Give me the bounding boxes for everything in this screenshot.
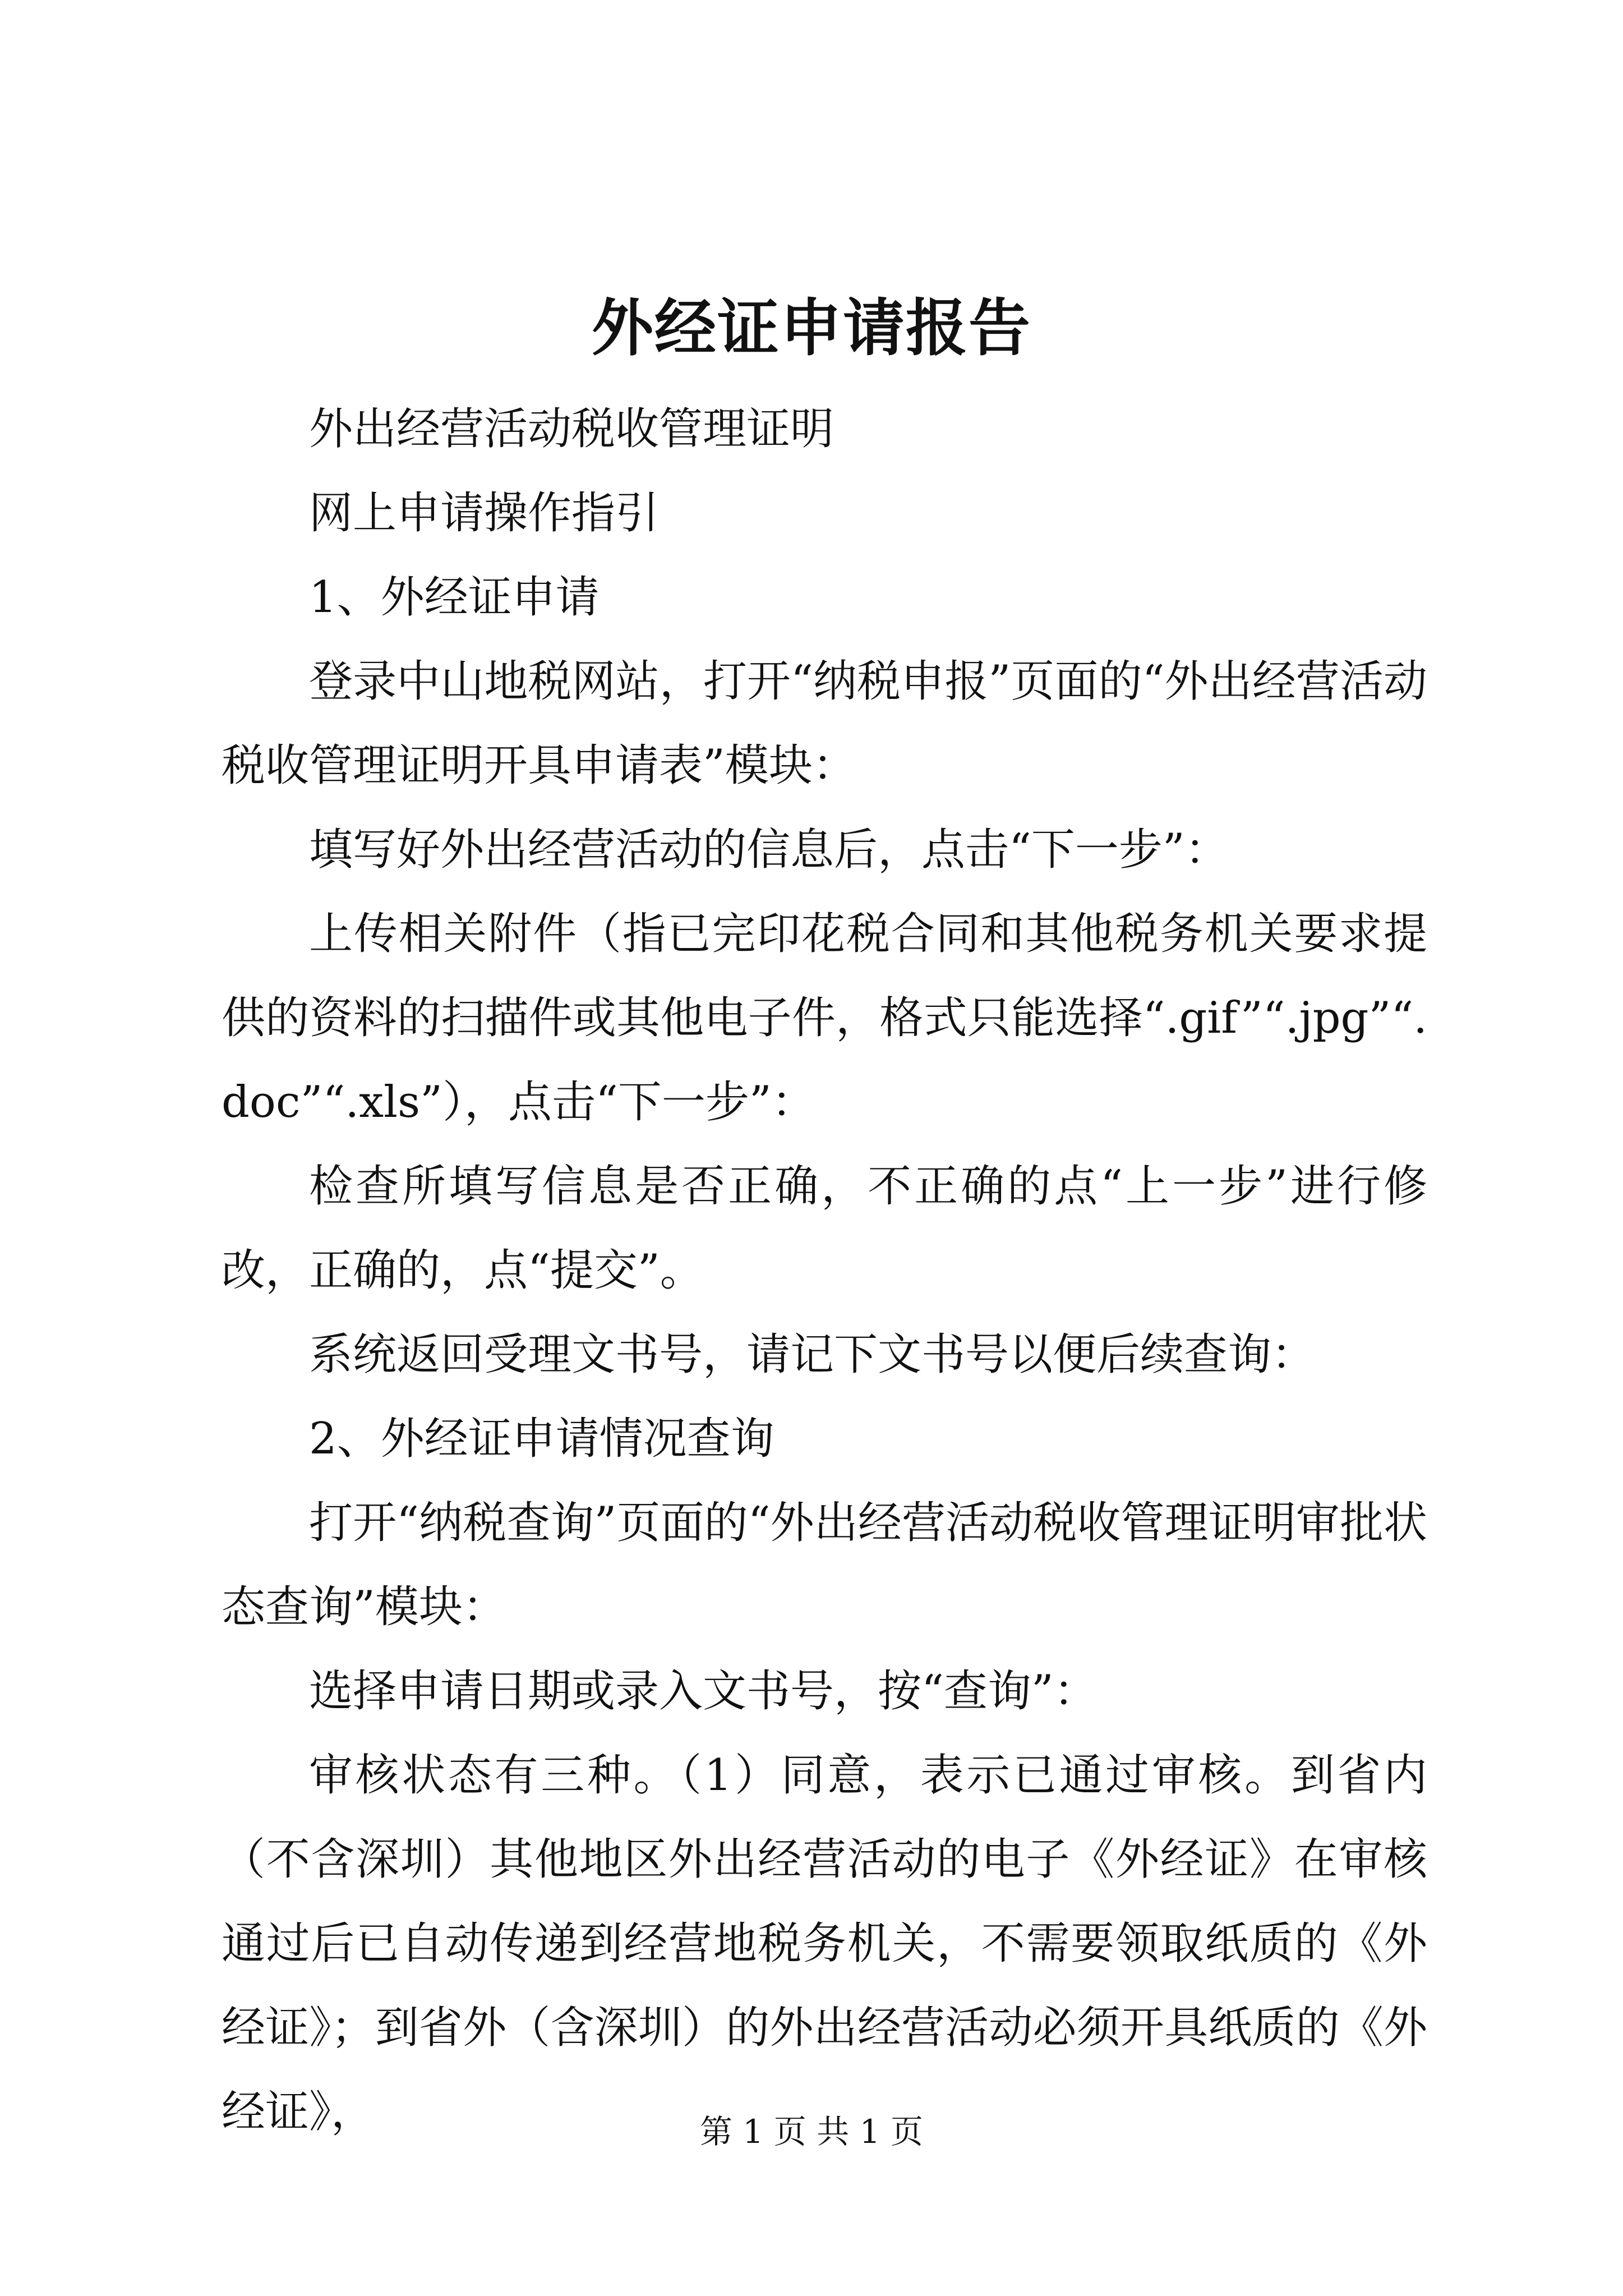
paragraph-subtitle-2: 网上申请操作指引 (309, 488, 660, 539)
page-footer: 第 1 页 共 1 页 (700, 2113, 923, 2151)
document-title: 外经证申请报告 (592, 292, 1031, 364)
paragraph-check: 检查所填写信息是否正确，不正确的点“上一步”进行修改，正确的，点“提交”。 (222, 1161, 1427, 1296)
paragraph-upload: 上传相关附件（指已完印花税合同和其他税务机关要求提供的资料的扫描件或其他电子件，格式只能选择“.gif”“.jpg”“.doc”“.xls”），点击“下一步”： (222, 909, 1427, 1128)
paragraph-select-date: 选择申请日期或录入文书号，按“查询”： (309, 1666, 1098, 1717)
paragraph-login: 登录中山地税网站，打开“纳税申报”页面的“外出经营活动税收管理证明开具申请表”模块： (222, 656, 1427, 791)
paragraph-fill-info: 填写好外出经营活动的信息后，点击“下一步”： (309, 825, 1229, 875)
paragraph-open-query: 打开“纳税查询”页面的“外出经营活动税收管理证明审批状态查询”模块： (222, 1498, 1427, 1632)
document-body (222, 387, 1427, 2154)
section-heading-1: 1、外经证申请 (309, 572, 600, 623)
paragraph-system-return: 系统返回受理文书号，请记下文书号以便后续查询： (309, 1329, 1316, 1380)
section-heading-2: 2、外经证申请情况查询 (309, 1414, 774, 1464)
paragraph-subtitle-1: 外出经营活动税收管理证明 (309, 404, 834, 454)
paragraph-audit-status: 审核状态有三种。（1）同意，表示已通过审核。到省内（不含深圳）其他地区外出经营活动的电子《外经证》在审核通过后已自动传递到经营地税务机关，不需要领取纸质的《外经证》；到省外（含深圳）的外出经营活动必须开具纸质的《外经证》， (222, 1750, 1427, 2137)
